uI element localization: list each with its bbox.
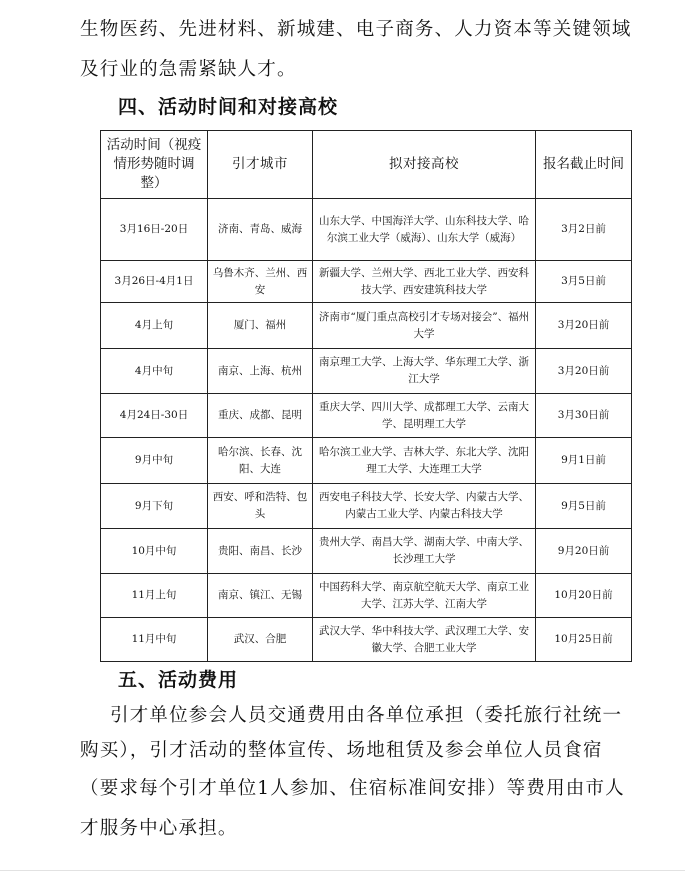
cell-universities: 武汉大学、华中科技大学、武汉理工大学、安徽大学、合肥工业大学 [313,618,536,662]
cell-time: 10月中旬 [101,529,208,574]
table-row [101,574,632,618]
cell-deadline: 10月25日前 [536,618,632,662]
section-5-heading: 五、活动费用 [118,669,239,691]
header-deadline: 报名截止时间 [536,131,632,199]
cell-cities: 重庆、成都、昆明 [208,394,313,438]
cell-time: 11月中旬 [101,618,208,662]
section-5-line-1: 引才单位参会人员交通费用由各单位承担（委托旅行社统一 [110,705,623,726]
table-row [101,529,632,574]
cell-universities: 哈尔滨工业大学、吉林大学、东北大学、沈阳理工大学、大连理工大学 [313,438,536,484]
cell-cities: 南京、镇江、无锡 [208,574,313,618]
cell-universities: 西安电子科技大学、长安大学、内蒙古大学、内蒙古工业大学、内蒙古科技大学 [313,484,536,529]
cell-cities: 济南、青岛、威海 [208,199,313,261]
section-5-line-3: （要求每个引才单位1人参加、住宿标准间安排）等费用由市人 [80,778,625,799]
table-row [101,349,632,394]
table-row [101,303,632,349]
cell-cities: 哈尔滨、长春、沈阳、大连 [208,438,313,484]
cell-deadline: 3月20日前 [536,303,632,349]
cell-deadline: 3月2日前 [536,199,632,261]
cell-cities: 武汉、合肥 [208,618,313,662]
cell-deadline: 3月20日前 [536,349,632,394]
intro-line-2: 及行业的急需紧缺人才。 [80,59,297,80]
table-row [101,438,632,484]
cell-deadline: 3月5日前 [536,261,632,303]
cell-cities: 厦门、福州 [208,303,313,349]
section-5-line-2: 购买），引才活动的整体宣传、场地租赁及参会单位人员食宿 [80,740,603,761]
cell-time: 3月16日-20日 [101,199,208,261]
page-divider [0,870,685,871]
section-5-line-4: 才服务中心承担。 [80,818,238,839]
cell-time: 4月中旬 [101,349,208,394]
cell-deadline: 3月30日前 [536,394,632,438]
cell-cities: 贵阳、南昌、长沙 [208,529,313,574]
cell-deadline: 10月20日前 [536,574,632,618]
schedule-table [100,130,632,662]
table-row [101,199,632,261]
cell-deadline: 9月1日前 [536,438,632,484]
header-activity-time: 活动时间（视疫情形势随时调整） [101,131,208,199]
cell-cities: 乌鲁木齐、兰州、西安 [208,261,313,303]
cell-time: 4月24日-30日 [101,394,208,438]
cell-universities: 山东大学、中国海洋大学、山东科技大学、哈尔滨工业大学（威海）、山东大学（威海） [313,199,536,261]
cell-deadline: 9月20日前 [536,529,632,574]
cell-universities: 重庆大学、四川大学、成都理工大学、云南大学、昆明理工大学 [313,394,536,438]
table-row [101,618,632,662]
cell-deadline: 9月5日前 [536,484,632,529]
header-cities: 引才城市 [208,131,313,199]
cell-universities: 中国药科大学、南京航空航天大学、南京工业大学、江苏大学、江南大学 [313,574,536,618]
section-4-heading: 四、活动时间和对接高校 [118,96,339,118]
table-row [101,261,632,303]
cell-cities: 西安、呼和浩特、包头 [208,484,313,529]
cell-universities: 济南市“厦门重点高校引才专场对接会”、福州大学 [313,303,536,349]
cell-time: 9月下旬 [101,484,208,529]
cell-universities: 贵州大学、南昌大学、湖南大学、中南大学、长沙理工大学 [313,529,536,574]
table-row [101,484,632,529]
cell-time: 11月上旬 [101,574,208,618]
header-universities: 拟对接高校 [313,131,536,199]
cell-time: 4月上旬 [101,303,208,349]
cell-time: 9月中旬 [101,438,208,484]
cell-universities: 南京理工大学、上海大学、华东理工大学、浙江大学 [313,349,536,394]
cell-time: 3月26日-4月1日 [101,261,208,303]
table-row [101,394,632,438]
intro-line-1: 生物医药、先进材料、新城建、电子商务、人力资本等关键领域 [80,19,632,40]
cell-universities: 新疆大学、兰州大学、西北工业大学、西安科技大学、西安建筑科技大学 [313,261,536,303]
table-header-row [101,131,632,199]
cell-cities: 南京、上海、杭州 [208,349,313,394]
